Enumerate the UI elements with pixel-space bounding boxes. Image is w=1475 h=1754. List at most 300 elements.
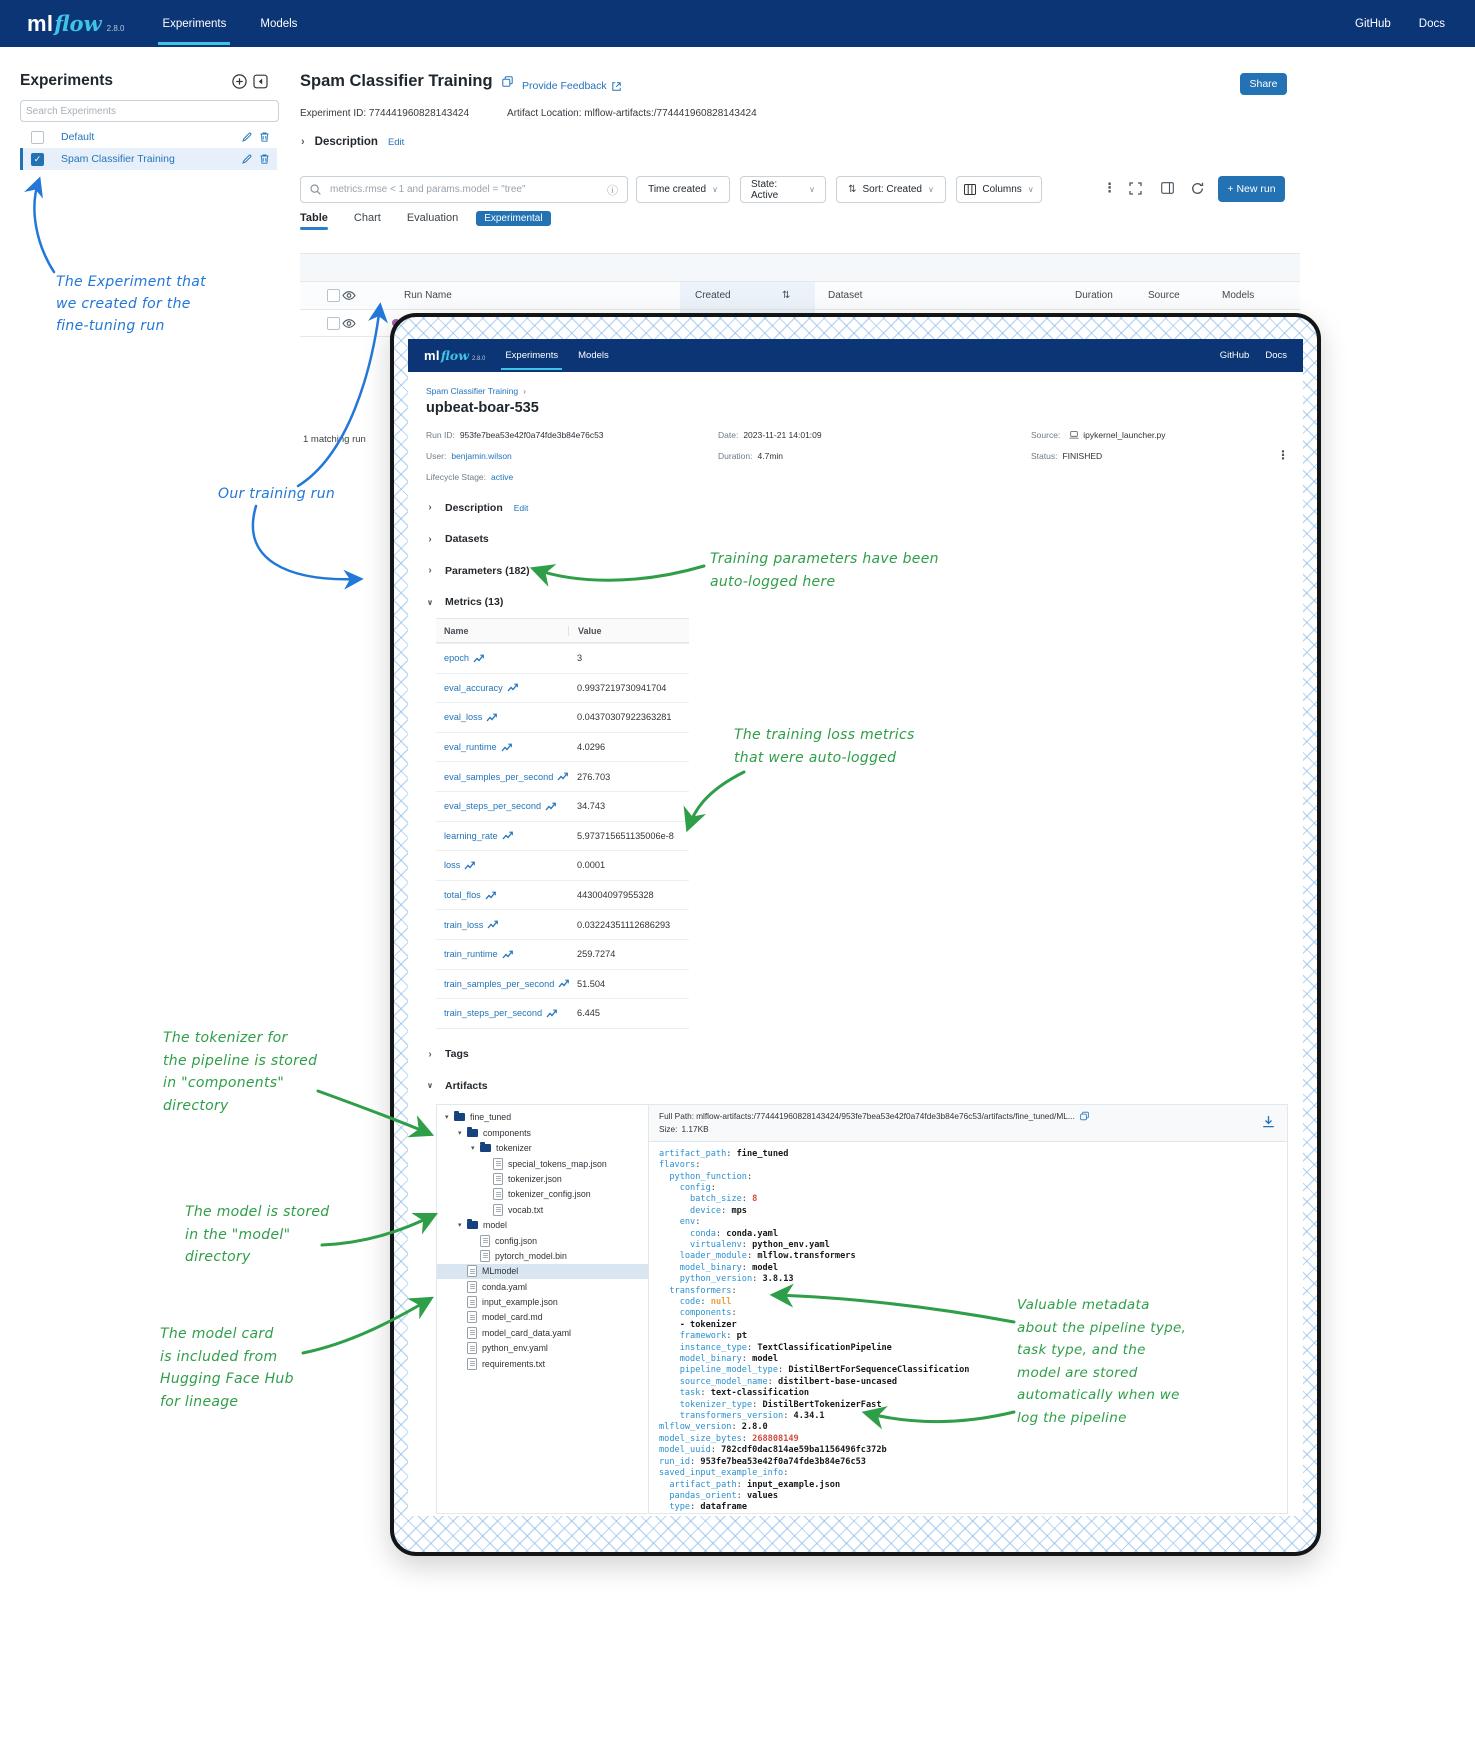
delete-icon[interactable] [260,154,269,164]
metric-value: 0.04370307922363281 [577,712,672,723]
chevron-right-icon[interactable]: › [428,502,432,514]
yaml-line: loader_module: mlflow.transformers [679,1251,856,1262]
refresh-icon[interactable] [1191,182,1204,195]
page-title: Spam Classifier Training [300,72,493,90]
metric-value: 0.0001 [577,860,606,871]
more-options-icon[interactable]: ⋮ [1277,448,1289,462]
annotation-line: we created for the [56,296,191,312]
artifact-tree-item[interactable] [437,1279,648,1294]
full-path-label: Full Path: [659,1110,695,1121]
column-duration[interactable]: Duration [1075,290,1113,301]
logo-flow: flow [54,10,102,36]
caret-down-icon[interactable]: ▾ [471,1145,475,1153]
artifact-tree-item[interactable] [437,1156,648,1171]
section-label: Description [445,501,503,514]
metric-name: eval_accuracy [444,682,503,693]
columns-icon [964,184,976,195]
metric-chart-icon [557,772,568,781]
artifact-tree-item[interactable] [437,1141,648,1156]
folder-icon [480,1144,491,1152]
sidebar-title: Experiments [20,72,114,89]
section-label: Metrics (13) [445,596,504,609]
metric-value: 5.973715651135006e-8 [577,830,674,841]
yaml-line: model_size_bytes: 268808149 [659,1433,799,1444]
eye-icon[interactable] [342,282,356,309]
caret-down-icon[interactable]: ▾ [445,1114,449,1122]
metric-chart-icon [502,831,513,840]
nav-tab-experiments[interactable]: Experiments [505,350,559,361]
sidebar-item-default[interactable] [20,126,277,148]
lifecycle-value: active [491,472,514,482]
metric-row [436,909,689,939]
column-run-name[interactable]: Run Name [404,290,452,301]
metric-row [436,939,689,969]
artifact-tree-item[interactable] [437,1294,648,1309]
metric-name: train_loss [444,919,484,930]
metrics-col-name: Name [444,625,469,636]
tab-evaluation[interactable]: Evaluation [406,212,459,224]
download-icon[interactable] [1262,1115,1275,1128]
metric-value: 0.03224351112686293 [577,919,671,930]
annotation-line: Training parameters have been [710,551,939,567]
section-label: Tags [445,1048,469,1061]
yaml-line: tokenizer_type: DistilBertTokenizerFast [679,1399,882,1410]
share-button[interactable]: Share [1240,73,1287,95]
yaml-line: run_id: 953fe7bea53e42f0a74fde3b84e76c53 [659,1456,866,1467]
metric-value: 51.504 [577,978,606,989]
sidebar-item-spam-classifier[interactable] [20,148,277,170]
nav-link-github[interactable]: GitHub [1355,17,1391,30]
metric-chart-icon [486,713,497,722]
annotation-model-directory [185,1201,329,1269]
section-artifacts[interactable] [426,1070,1285,1102]
metric-chart-icon [485,891,496,900]
artifact-tree-item[interactable] [437,1110,648,1125]
folder-icon [454,1113,465,1121]
side-panel-icon[interactable] [1161,182,1174,194]
metric-row [436,702,689,732]
metric-name-link[interactable] [436,772,568,782]
file-icon [467,1342,477,1354]
arrow-to-inset [253,506,360,579]
file-icon [493,1204,503,1216]
file-icon [480,1250,490,1262]
nav-link-github[interactable]: GitHub [1219,350,1250,361]
metric-name: loss [444,860,461,871]
date-label: Date: [718,430,739,440]
columns-filter[interactable] [956,176,1042,203]
yaml-line: batch_size: 8 [690,1194,758,1205]
time-created-filter[interactable] [636,176,730,203]
metric-chart-icon [502,950,513,959]
metric-name: eval_steps_per_second [444,801,542,812]
section-description[interactable] [426,492,1285,524]
file-icon [467,1296,477,1308]
metric-chart-icon [507,683,518,692]
metric-chart-icon [487,920,498,929]
yaml-line: env: [679,1217,706,1228]
experiment-link[interactable]: Spam Classifier Training [61,153,175,165]
annotation-line: for lineage [160,1393,239,1410]
metric-value: 34.743 [577,801,606,812]
mlflow-logo[interactable] [424,348,485,363]
metric-name-link[interactable] [436,979,568,989]
yaml-line: pipeline_model_type: DistilBertForSequenceClassification [679,1365,970,1376]
yaml-line: python_function: [669,1171,758,1182]
yaml-line: source_model_name: distilbert-base-uncased [679,1376,898,1387]
section-label: Datasets [445,533,489,546]
annotation-line: The Experiment that [56,274,206,290]
logo-ml: ml [27,10,54,36]
artifact-name: config.json [495,1235,538,1246]
file-icon [493,1158,503,1170]
artifact-tree [437,1105,649,1513]
yaml-line: artifact_path: input_example.json [669,1479,841,1490]
run-title: upbeat-boar-535 [426,400,539,416]
chevron-right-icon[interactable]: › [428,533,432,545]
rename-icon[interactable] [242,154,252,164]
nav-link-docs[interactable]: Docs [1418,17,1445,30]
annotation-line: log the pipeline [1017,1409,1127,1426]
annotation-line: fine-tuning run [56,318,165,334]
metric-name: train_steps_per_second [444,1008,543,1019]
metric-name: eval_loss [444,712,483,723]
metric-value: 3 [577,653,583,664]
file-icon [493,1188,503,1200]
caret-down-icon[interactable]: ▾ [458,1222,462,1230]
yaml-line: instance_type: TextClassificationPipeline [679,1342,892,1353]
annotation-line: The model is stored [185,1204,330,1220]
artifact-tree-item[interactable] [437,1341,648,1356]
date-value: 2023-11-21 14:01:09 [743,430,822,440]
metric-name: eval_runtime [444,742,497,753]
size-value: 1.17KB [681,1123,709,1134]
nav-tab-models[interactable]: Models [578,350,609,361]
run-id-value: 953fe7bea53e42f0a74fde3b84e76c53 [459,430,604,440]
new-run-button[interactable]: + New run [1218,176,1285,202]
artifact-location: Artifact Location: mlflow-artifacts:/774441960828143424 [507,108,757,119]
metric-value: 0.9937219730941704 [577,682,667,693]
fullscreen-icon[interactable] [1129,182,1142,195]
yaml-line: code: null [679,1297,732,1307]
description-edit-link[interactable]: Edit [513,502,529,513]
run-metadata [426,430,1285,482]
yaml-line: device: mps [690,1205,747,1216]
chevron-down-icon: ∨ [928,185,934,194]
metric-row [436,850,689,880]
artifact-tree-item[interactable] [437,1248,648,1263]
file-icon [493,1173,503,1185]
version-label: 2.8.0 [106,23,125,33]
annotation-line: about the pipeline type, [1017,1319,1187,1336]
runs-search-box[interactable] [300,176,628,203]
annotation-line: The model card [160,1326,274,1342]
info-icon[interactable]: ⓘ [607,184,618,197]
metric-chart-icon [473,654,484,663]
metric-chart-icon [546,1009,557,1018]
filter-label: Time created [648,184,707,195]
eye-icon[interactable] [342,310,356,336]
mlflow-logo[interactable] [27,11,124,37]
artifact-name: tokenizer.json [508,1173,562,1184]
collapse-sidebar-button[interactable] [253,74,268,89]
experiment-link[interactable]: Default [61,131,95,143]
yaml-line: components: [679,1308,742,1319]
yaml-line: transformers_version: 4.34.1 [679,1411,825,1422]
chevron-down-icon: ∨ [1027,185,1034,194]
yaml-line: model_binary: model [679,1262,779,1273]
copy-icon[interactable] [1080,1111,1089,1121]
annotation-line: The tokenizer for [163,1030,288,1046]
yaml-line: mlflow_version: 2.8.0 [659,1422,768,1433]
yaml-line: artifact_path: fine_tuned [659,1148,789,1159]
metric-name: eval_samples_per_second [444,771,554,782]
duration-value: 4.7min [757,451,784,461]
artifact-name: model_card_data.yaml [482,1327,571,1338]
metric-name-link[interactable] [436,890,568,900]
annotation-line: is included from [160,1348,278,1365]
annotation-line: Our training run [218,486,336,502]
metric-name-link[interactable] [436,1008,568,1018]
nav-tab-experiments[interactable]: Experiments [162,17,227,30]
annotation-line: that were auto-logged [734,750,897,766]
state-filter[interactable] [740,176,826,203]
annotation-loss-metrics [734,724,915,770]
artifact-tree-item[interactable] [437,1310,648,1325]
metric-row [436,969,689,999]
metric-name-link[interactable] [436,742,568,752]
run-checkbox[interactable] [327,317,340,330]
annotation-line: in "components" [163,1075,285,1091]
rename-icon[interactable] [242,132,252,142]
metric-row [436,791,689,821]
breadcrumb[interactable]: Spam Classifier Training [426,386,519,396]
sort-direction-icon[interactable]: ⇅ [782,290,791,301]
table-toolbar-strip [300,253,1300,281]
inset-navbar [408,339,1303,372]
metric-row [436,821,689,851]
yaml-line: framework: pt [679,1331,747,1342]
metric-value: 443004097955328 [577,890,654,901]
metric-chart-icon [501,743,512,752]
section-tags[interactable] [426,1039,1285,1071]
feedback-label: Provide Feedback [522,80,607,92]
yaml-line: config: [679,1182,722,1193]
metric-row [436,643,689,673]
artifact-tree-item[interactable] [437,1202,648,1217]
main-nav-tabs [162,0,297,47]
chevron-right-icon[interactable]: › [428,1048,432,1060]
artifact-name: model [483,1220,507,1231]
metric-value: 6.445 [577,1008,600,1019]
chevron-down-icon: ∨ [712,185,718,194]
yaml-line: model_binary: model [679,1354,779,1365]
size-label: Size: [659,1123,678,1134]
annotation-line: auto-logged here [710,574,836,590]
annotation-line: model are stored [1017,1364,1138,1381]
sort-icon: ⇅ [848,184,857,195]
annotation-line: automatically when we [1017,1387,1180,1403]
tab-table[interactable]: Table [300,212,328,230]
arrow-to-experiment [34,180,54,272]
artifact-tree-item[interactable] [437,1217,648,1232]
chevron-down-icon[interactable]: ∨ [426,1081,434,1091]
artifact-tree-item[interactable] [437,1264,648,1279]
experiments-search-input[interactable] [20,100,279,122]
mlmodel-yaml-content [649,1142,1287,1513]
chevron-down-icon[interactable]: ∨ [426,597,434,607]
yaml-line: flavors: [659,1160,706,1171]
yaml-line: saved_input_example_info: [659,1468,794,1479]
artifact-tree-item[interactable] [437,1171,648,1186]
metric-name-link[interactable] [436,712,568,722]
metric-name-link[interactable] [436,831,568,841]
yaml-line: task: text-classification [679,1388,810,1399]
metrics-table [436,618,689,1029]
chevron-down-icon: ∨ [809,185,815,194]
annotation-line: the pipeline is stored [163,1052,318,1069]
metric-name-link[interactable] [436,920,568,930]
search-icon [310,184,321,195]
lifecycle-label: Lifecycle Stage: [426,472,487,482]
annotation-tokenizer [163,1027,317,1117]
yaml-line: transformers: [669,1285,742,1296]
status-label: Status: [1031,451,1058,461]
filter-label: Sort: Created [862,184,922,195]
version-label: 2.8.0 [471,356,486,362]
annotation-model-card [160,1323,294,1413]
yaml-line: model_uuid: 782cdf0dac814ae59ba1156496fc372b [659,1445,887,1456]
annotation-line: task type, and the [1017,1342,1146,1358]
file-icon [467,1281,477,1293]
experiment-checkbox[interactable] [31,131,44,144]
artifact-name: conda.yaml [482,1281,527,1292]
external-link-icon [612,82,621,91]
metric-name: train_runtime [444,949,498,960]
metric-chart-icon [464,861,475,870]
metrics-col-value: Value [568,626,602,636]
tab-chart[interactable]: Chart [353,212,381,224]
metric-name-link[interactable] [436,801,568,811]
annotation-metadata [1017,1294,1186,1429]
user-label: User: [426,451,447,461]
artifact-tree-item[interactable] [437,1233,648,1248]
file-icon [467,1265,477,1277]
table-header-row [300,281,1300,309]
user-link[interactable]: benjamin.wilson [451,451,512,461]
artifact-name: special_tokens_map.json [508,1158,607,1169]
tab-experimental-badge[interactable]: Experimental [476,211,550,226]
metric-value: 276.703 [577,771,611,782]
yaml-line: type: dataframe [669,1502,747,1513]
description-section-label: Description [314,136,378,148]
full-path-value: mlflow-artifacts:/774441960828143424/953fe7bea53e42f0a74fde3b84e76c53/artifacts/fine_tuned/ML... [696,1110,1075,1121]
annotation-line: directory [163,1097,229,1114]
artifact-name: fine_tuned [470,1112,512,1123]
chevron-right-icon[interactable]: › [428,565,432,577]
nav-tab-models[interactable]: Models [260,17,298,30]
artifact-name: model_card.md [482,1312,543,1323]
metric-value: 4.0296 [577,742,606,753]
column-dataset[interactable]: Dataset [828,290,863,301]
file-icon [467,1311,477,1323]
filter-label: Columns [982,184,1022,195]
metric-name-link[interactable] [436,860,568,870]
file-icon [480,1235,490,1247]
annotation-training-run [218,486,335,502]
yaml-line: python_version: 3.8.13 [679,1274,794,1285]
column-created[interactable]: Created [695,290,731,301]
logo-flow: flow [440,348,469,363]
annotation-line: Hugging Face Hub [160,1371,294,1387]
artifact-tree-item[interactable] [437,1325,648,1340]
artifact-name: tokenizer [496,1143,532,1154]
artifact-tree-item[interactable] [437,1187,648,1202]
artifact-viewer-header [649,1105,1287,1142]
column-source[interactable]: Source [1148,290,1180,301]
metric-row [436,673,689,703]
metric-row [436,732,689,762]
chevron-right-icon[interactable]: › [301,136,305,148]
experiment-checkbox-checked[interactable]: ✓ [31,153,44,166]
annotation-line: in the "model" [185,1226,291,1243]
add-experiment-button[interactable] [232,74,247,89]
annotation-parameters [710,548,939,594]
caret-down-icon[interactable]: ▾ [458,1129,462,1137]
copy-icon[interactable] [502,76,513,87]
column-models[interactable]: Models [1222,290,1255,301]
metric-name: epoch [444,653,470,664]
delete-icon[interactable] [260,132,269,142]
metric-name: learning_rate [444,830,498,841]
provide-feedback-link[interactable] [522,80,621,92]
sort-filter[interactable] [836,176,946,203]
status-value: FINISHED [1062,451,1103,461]
experiment-id: Experiment ID: 774441960828143424 [300,108,470,119]
breadcrumb-separator: › [523,386,526,396]
artifact-name: tokenizer_config.json [508,1189,591,1200]
annotation-line: The training loss metrics [734,727,915,743]
artifact-name: python_env.yaml [482,1343,548,1354]
artifact-tree-item[interactable] [437,1125,648,1140]
yaml-line: conda: conda.yaml [690,1228,779,1239]
annotation-line: directory [185,1249,251,1265]
metric-row [436,761,689,791]
metric-name-link[interactable] [436,683,568,693]
matching-run-count: 1 matching run [303,434,366,445]
section-label: Parameters (182) [445,564,530,577]
yaml-line: - tokenizer [679,1319,737,1330]
annotation-line: Valuable metadata [1017,1297,1150,1313]
runs-search-input[interactable] [328,183,600,196]
select-all-checkbox[interactable] [327,289,340,302]
yaml-line: pandas_orient: values [669,1490,779,1501]
run-id-label: Run ID: [426,430,455,440]
metric-name-link[interactable] [436,949,568,959]
metric-name-link[interactable] [436,653,568,663]
more-options-icon[interactable]: ⋮ [1103,180,1116,195]
main-navbar [0,0,1475,47]
metric-row [436,880,689,910]
description-edit-link[interactable]: Edit [387,136,405,148]
artifact-name: MLmodel [482,1266,519,1277]
source-label: Source: [1031,430,1061,440]
artifact-name: input_example.json [482,1297,558,1308]
artifact-tree-item[interactable] [437,1356,648,1371]
notebook-icon [1069,431,1079,439]
nav-link-docs[interactable]: Docs [1265,350,1287,361]
nav-right-links [1355,18,1445,30]
